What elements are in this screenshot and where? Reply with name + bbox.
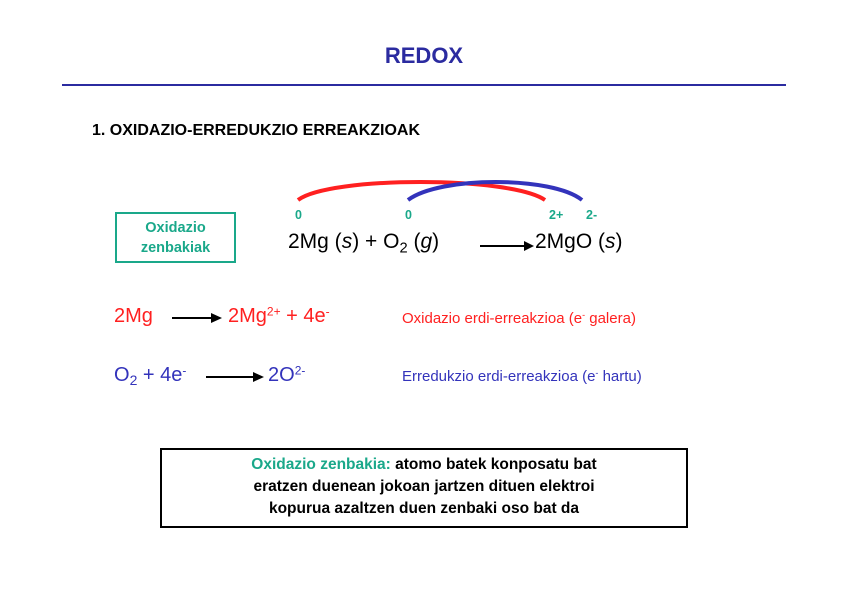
reduction-note: Erredukzio erdi-erreakzioa (e- hartu) xyxy=(402,368,642,385)
oxidation-half-arrow xyxy=(172,313,222,323)
ox-number-mg-product: 2+ xyxy=(549,208,564,222)
oxidation-box-line2: zenbakiak xyxy=(140,240,211,256)
definition-box xyxy=(160,448,688,528)
ox-number-o-product: 2- xyxy=(586,208,598,222)
reduction-half-arrow xyxy=(206,372,264,382)
definition-line3: kopurua azaltzen duen zenbaki oso bat da xyxy=(268,500,580,517)
oxidation-reactant: 2Mg xyxy=(114,305,153,327)
definition-term: Oxidazio zenbakia: xyxy=(251,456,391,473)
definition-line1: Oxidazio zenbakia: atomo batek konposatu bat xyxy=(251,456,597,473)
equation-product: 2MgO (s) xyxy=(535,230,623,253)
reduction-product: $2O^{2-}$ xyxy=(268,363,306,386)
ox-number-mg: 0 xyxy=(295,208,302,222)
definition-line2: eratzen duenean jokoan jartzen dituen elektroi xyxy=(253,478,595,495)
equation-reactants: 2Mg $(s) + O_2$ (g) xyxy=(288,230,440,257)
oxidation-note: Oxidazio erdi-erreakzioa (e- galera) xyxy=(402,310,636,327)
reduction-reactants: $O_2 + 4e^-$ xyxy=(114,363,187,389)
oxidation-box-line1: Oxidazio xyxy=(145,220,206,236)
oxidation-products: $2Mg^{2+} + 4e^-$ xyxy=(228,304,330,327)
ox-number-o2: 0 xyxy=(405,208,412,222)
main-reaction-arrow xyxy=(480,241,534,251)
section-heading: 1. OXIDAZIO-ERREDUKZIO ERREAKZIOAK xyxy=(92,122,421,139)
page-title: REDOX xyxy=(384,43,464,68)
